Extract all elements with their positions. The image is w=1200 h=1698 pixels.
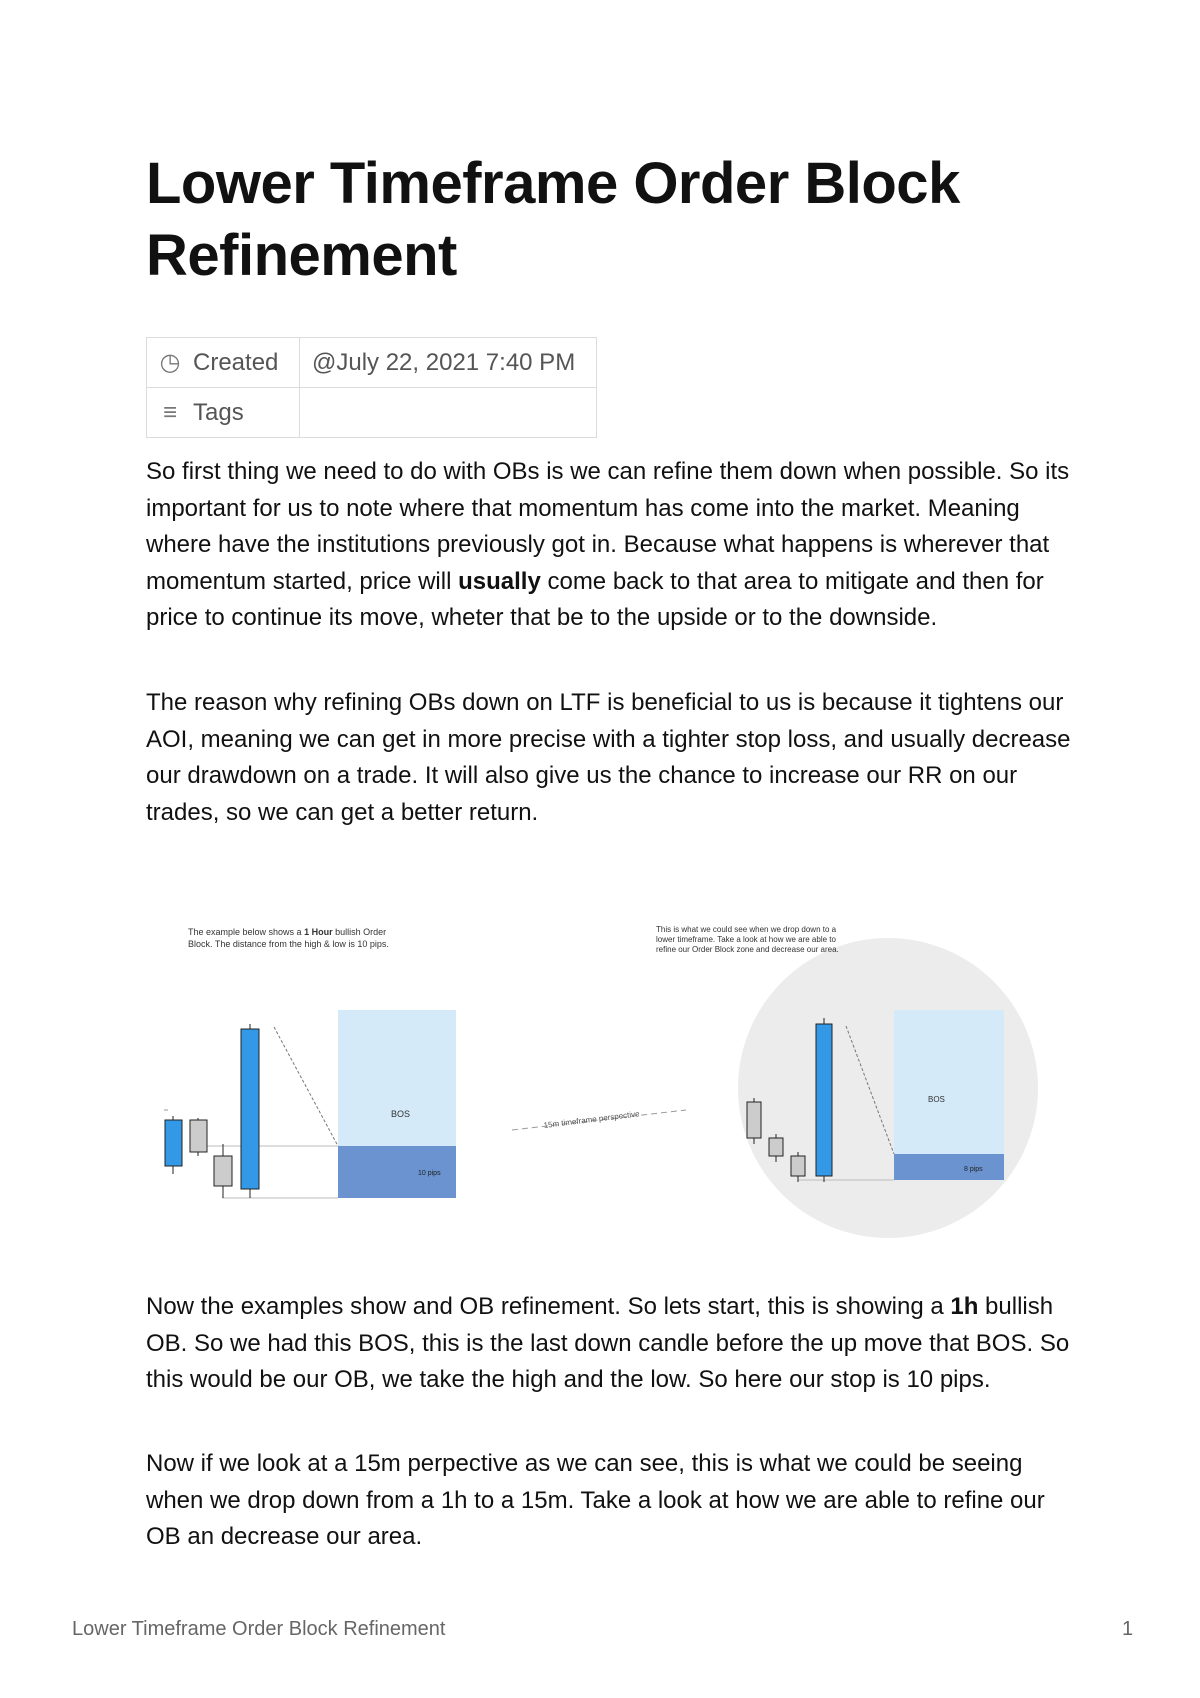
- paragraph-3: [146, 1289, 1086, 1399]
- paragraph-3-bold: 1h: [950, 1293, 979, 1320]
- tags-value[interactable]: [300, 388, 597, 438]
- paragraph-3-text-end: bullish OB. So we had this BOS, this is the last down candle before the up move that BOS. So this would be our OB, we take the high and the low. So here our stop is 10 pips.: [146, 1293, 1070, 1393]
- property-key-tags: [147, 388, 300, 438]
- left-pips-label: 10 pips: [418, 1170, 441, 1177]
- page-title: Lower Timeframe Order Block Refinement: [146, 151, 960, 288]
- perspective-connector: [512, 1109, 686, 1130]
- candle-bear: [769, 1138, 783, 1156]
- properties-table: [146, 337, 597, 438]
- left-bos-label: BOS: [391, 1109, 411, 1119]
- paragraph-2: The reason why refining OBs down on LTF is beneficial to us is because it tightens our AOI, meaning we can get in more precise with a tighter stop loss, and usually decrease our drawdown on a trade. It will also give us the chance to increase our RR on our trades, so we can get a better return.: [146, 689, 1071, 826]
- property-row-created: [147, 338, 597, 388]
- candle-bear: [747, 1102, 761, 1138]
- left-caption-line2: Block. The distance from the high & low is 10 pips.: [188, 939, 389, 949]
- right-ob-zone: [894, 1154, 1004, 1180]
- right-pips-label: 8 pips: [964, 1166, 983, 1173]
- left-bos-line: [274, 1027, 338, 1146]
- candle-bear-ob: [791, 1156, 805, 1176]
- paragraph-1-text: So first thing we need to do with OBs is we can refine them down when possible. So its important for us to note where that momentum has come into the market. Meaning where have the institutions previously got in. Because what happens is wherever that momentum started, price will: [146, 458, 1070, 595]
- candle-bear: [190, 1120, 207, 1152]
- page-number: 1: [1122, 1618, 1134, 1640]
- candle-bull-impulse: [241, 1029, 259, 1189]
- left-bos-zone: [338, 1010, 456, 1146]
- paragraph-1-text-end: come back to that area to mitigate and then for price to continue its move, wheter that be to the upside or to the downside.: [146, 567, 1044, 631]
- clock-icon: ◷: [159, 349, 181, 376]
- right-caption-line1: This is what we could see when we drop down to a: [656, 925, 837, 934]
- created-value[interactable]: @July 22, 2021 7:40 PM: [300, 338, 597, 388]
- left-panel-1h: [164, 927, 456, 1198]
- created-label: Created: [193, 349, 279, 376]
- right-caption-line2: lower timeframe. Take a look at how we are able to: [656, 935, 836, 944]
- right-bos-zone: [894, 1010, 1004, 1154]
- paragraph-1-bold: usually: [458, 567, 541, 595]
- candle-bull-impulse: [816, 1024, 832, 1176]
- list-icon: ≡: [162, 398, 177, 426]
- right-caption-line3: refine our Order Block zone and decrease our area.: [656, 945, 839, 954]
- paragraph-1: [146, 454, 1086, 637]
- property-key-created: [147, 338, 300, 388]
- perspective-label: 15m timeframe perspective: [543, 1109, 641, 1130]
- footer-title: Lower Timeframe Order Block Refinement: [72, 1618, 446, 1640]
- left-caption: The example below shows a 1 Hour bullish Order: [188, 927, 387, 937]
- candle-bull: [165, 1120, 182, 1166]
- paragraph-4: Now if we look at a 15m perpective as we can see, this is what we could be seeing when we drop down from a 1h to a 15m. Take a look at how we are able to refine our OB an decrease our area.: [146, 1450, 1045, 1550]
- right-bos-label: BOS: [928, 1095, 945, 1104]
- order-block-figure: [146, 890, 1046, 1250]
- paragraph-3-text: Now the examples show and OB refinement. So lets start, this is showing a: [146, 1293, 951, 1320]
- tags-label: Tags: [193, 398, 244, 426]
- candle-bear-ob: [214, 1156, 232, 1186]
- right-panel-15m: [656, 925, 1038, 1238]
- property-row-tags: [147, 388, 597, 438]
